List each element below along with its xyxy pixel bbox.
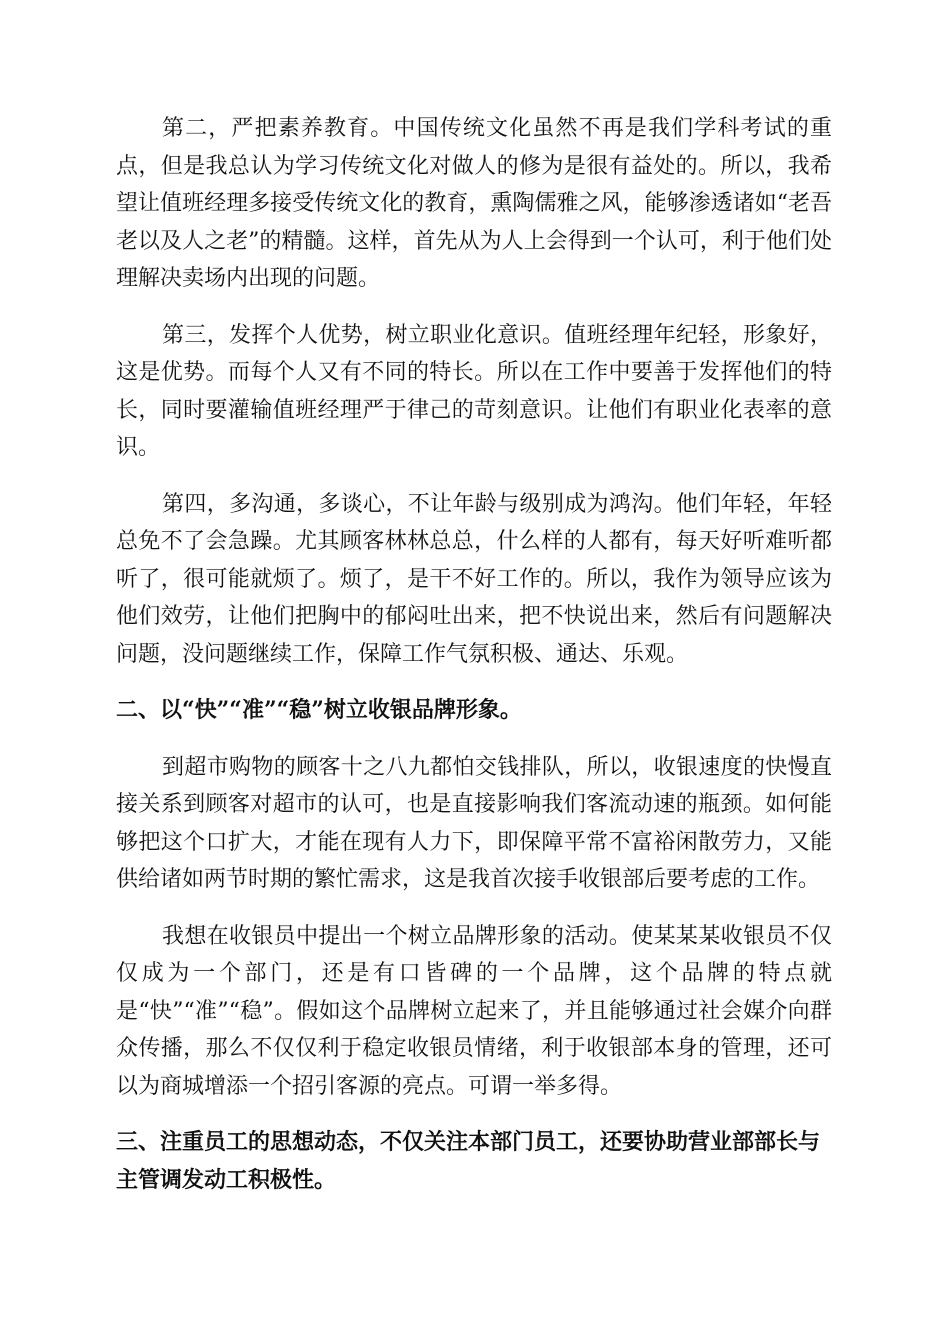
section-heading-three: 三、注重员工的思想动态，不仅关注本部门员工，还要协助营业部部长与主管调发动工积极性。 <box>116 1129 821 1193</box>
paragraph-checkout-speed: 到超市购物的顾客十之八九都怕交钱排队，所以，收银速度的快慢直接关系到顾客对超市的认可，也是直接影响我们客流动速的瓶颈。如何能够把这个口扩大，才能在现有人力下，即保障平常不富裕闲散劳力，又能供给诸如两节时期的繁忙需求，这是我首次接手收银部后要考虑的工作。 <box>116 754 832 892</box>
paragraph-second-point: 第二，严把素养教育。中国传统文化虽然不再是我们学科考试的重点，但是我总认为学习传统文化对做人的修为是很有益处的。所以，我希望让值班经理多接受传统文化的教育，熏陶儒雅之风，能够渗透诸如“老吾老以及人之老”的精髓。这样，首先从为人上会得到一个认可，利于他们处理解决卖场内出现的问题。 <box>116 116 832 291</box>
paragraph-third-point: 第三，发挥个人优势，树立职业化意识。值班经理年纪轻，形象好，这是优势。而每个人又有不同的特长。所以在工作中要善于发挥他们的特长，同时要灌输值班经理严于律己的苛刻意识。让他们有职业化表率的意识。 <box>116 322 832 460</box>
section-heading-two: 二、以“快”“准”“稳”树立收银品牌形象。 <box>116 697 522 723</box>
document-page <box>116 110 832 1218</box>
paragraph-fourth-point: 第四，多沟通，多谈心，不让年龄与级别成为鸿沟。他们年轻，年轻总免不了会急躁。尤其顾客林林总总，什么样的人都有，每天好听难听都听了，很可能就烦了。烦了，是干不好工作的。所以，我作为领导应该为他们效劳，让他们把胸中的郁闷吐出来，把不快说出来，然后有问题解决问题，没问题继续工作，保障工作气氛积极、通达、乐观。 <box>116 491 832 667</box>
paragraph-brand-image: 我想在收银员中提出一个树立品牌形象的活动。使某某某收银员不仅仅成为一个部门，还是有口皆碑的一个品牌，这个品牌的特点就是“快”“准”“稳”。假如这个品牌树立起来了，并且能够通过社会媒介向群众传播，那么不仅仅利于稳定收银员情绪，利于收银部本身的管理，还可以为商城增添一个招引客源的亮点。可谓一举多得。 <box>116 923 832 1099</box>
